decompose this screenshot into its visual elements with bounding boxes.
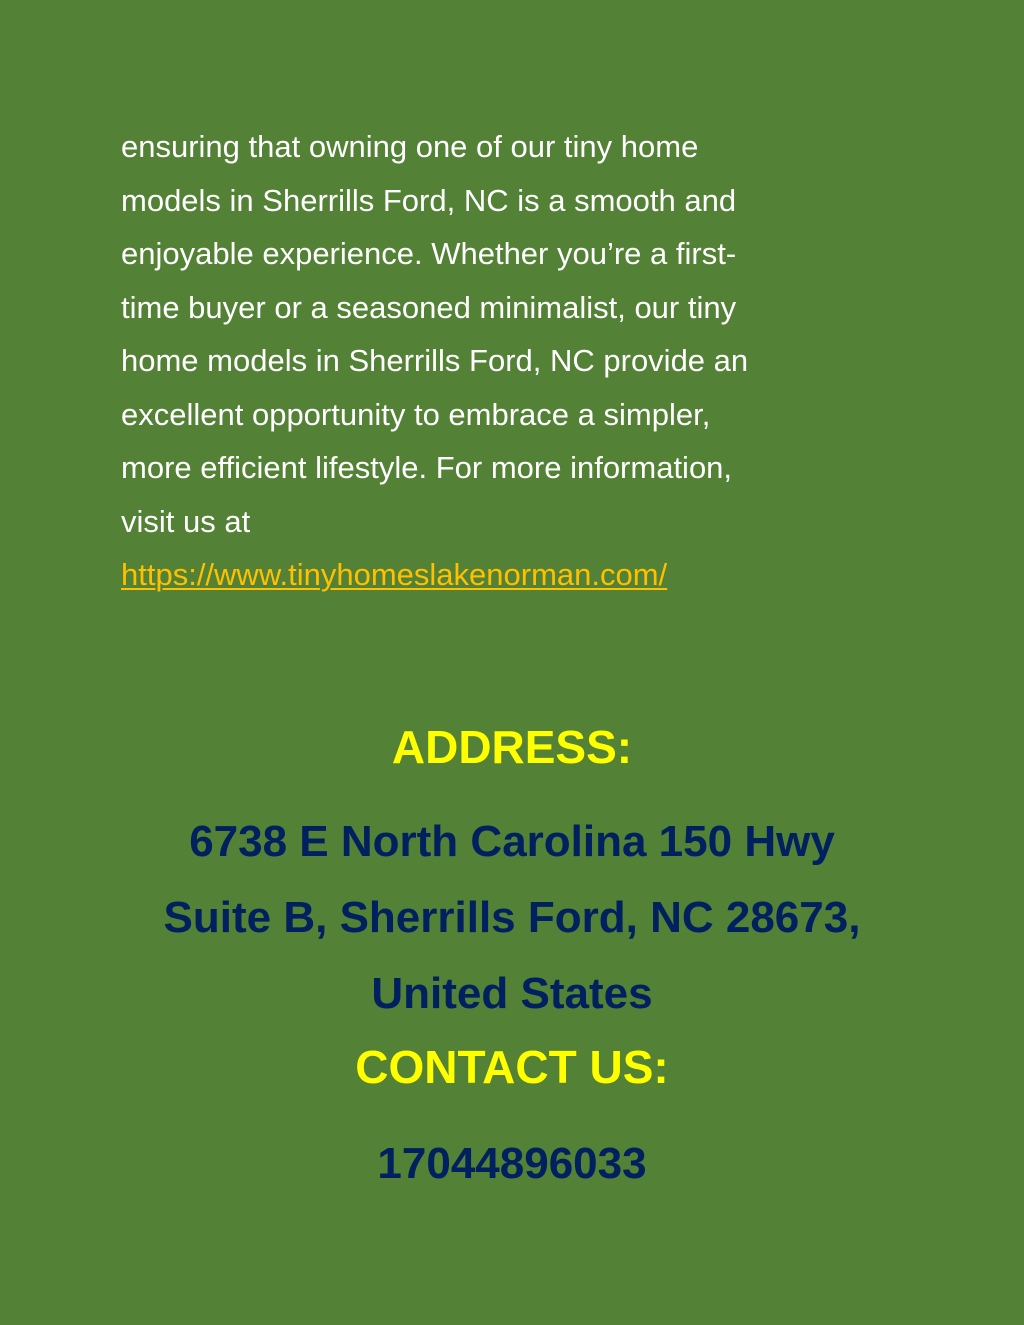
body-line: visit us at	[121, 503, 251, 539]
body-paragraph	[121, 120, 911, 602]
phone-number: 17044896033	[377, 1139, 647, 1188]
contact-heading: CONTACT US:	[355, 1041, 669, 1093]
body-line: home models in Sherrills Ford, NC provide an	[121, 343, 749, 378]
address-line: United States	[371, 969, 653, 1018]
address-heading: ADDRESS:	[391, 721, 633, 773]
body-line: enjoyable experience. Whether you’re a first-	[121, 236, 737, 271]
body-line: more efficient lifestyle. For more information,	[121, 450, 733, 485]
body-line: excellent opportunity to embrace a simpler,	[121, 396, 711, 432]
body-line: ensuring that owning one of our tiny home	[121, 129, 699, 164]
address-line: Suite B, Sherrills Ford, NC 28673,	[163, 893, 861, 942]
body-line: time buyer or a seasoned minimalist, our tiny	[121, 289, 737, 325]
body-line: models in Sherrills Ford, NC is a smooth and	[121, 182, 737, 218]
address-block	[0, 804, 1024, 1032]
website-link[interactable]: https://www.tinyhomeslakenorman.com/	[121, 557, 668, 592]
address-line: 6738 E North Carolina 150 Hwy	[189, 817, 835, 866]
